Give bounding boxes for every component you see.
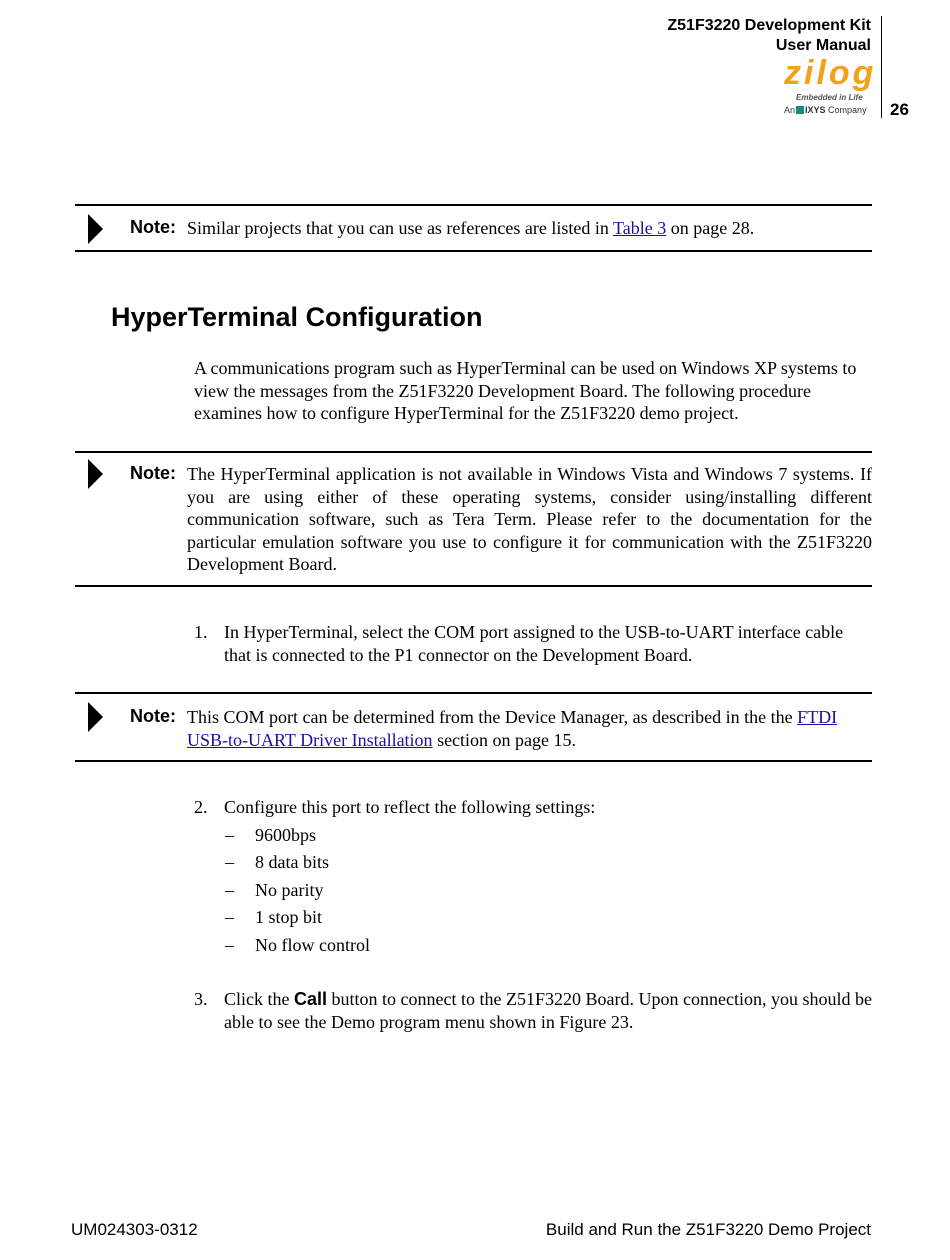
note-label: Note:	[130, 217, 176, 237]
table-3-link[interactable]: Table 3	[613, 218, 667, 238]
step-text: Configure this port to reflect the following settings:	[224, 797, 596, 817]
logo-tagline: Embedded in Life	[796, 93, 863, 102]
document-header-title	[667, 16, 871, 56]
ixys-mark-icon	[796, 106, 804, 114]
note-text: Similar projects that you can use as references are listed in Table 3 on page 28.	[187, 218, 755, 238]
ftdi-driver-installation-link[interactable]: FTDI USB-to-UART Driver Installation	[187, 707, 838, 750]
footer-document-id: UM024303-0312	[71, 1220, 198, 1239]
note-text: The HyperTerminal application is not available in Windows Vista and Windows 7 systems. If you are using either of these operating systems, consider using/installing different communication software, such as Tera Term. Please refer to the documentation for the particular emulation software you use to configure it for communication with the Z51F3220 Development Board.	[187, 464, 872, 574]
header-divider	[881, 16, 882, 118]
logo-company: An IXYS Company	[784, 105, 867, 115]
step-text: Click the Call button to connect to the Z51F3220 Board. Upon connection, you should be able to see the Demo program menu shown in Figure 23.	[224, 989, 872, 1032]
step-2	[194, 796, 872, 819]
logo-word: zilog	[784, 54, 877, 92]
footer-section-title: Build and Run the Z51F3220 Demo Project	[545, 1220, 871, 1239]
step-text: In HyperTerminal, select the COM port assigned to the USB-to-UART interface cable that is connected to the P1 connector on the Development Board.	[224, 622, 844, 665]
step-number: 1.	[194, 622, 208, 642]
note-box-hyperterminal-availability	[75, 451, 872, 587]
note-arrow-icon	[88, 702, 103, 732]
step-number: 3.	[194, 989, 208, 1009]
step-number: 2.	[194, 797, 208, 817]
call-button-reference: Call	[294, 989, 328, 1009]
intro-paragraph: A communications program such as HyperTerminal can be used on Windows XP systems to view the messages from the Z51F3220 Development Board. The following procedure examines how to configure HyperTerminal for the Z51F3220 demo project.	[194, 358, 857, 423]
note-box-references	[75, 204, 872, 252]
step-3	[194, 988, 872, 1034]
note-box-com-port	[75, 692, 872, 762]
header-title-line2: User Manual	[775, 37, 871, 54]
note-arrow-icon	[88, 459, 103, 489]
note-text: This COM port can be determined from the Device Manager, as described in the the FTDI USB-to-UART Driver Installation section on page 15.	[187, 707, 838, 750]
section-heading: HyperTerminal Configuration	[111, 302, 483, 332]
note-label: Note:	[130, 706, 176, 726]
step-1	[194, 621, 872, 667]
zilog-logo	[782, 54, 877, 118]
header-title-line1: Z51F3220 Development Kit	[667, 17, 871, 34]
note-label: Note:	[130, 463, 176, 483]
page-number: 26	[890, 100, 909, 119]
note-arrow-icon	[88, 214, 103, 244]
